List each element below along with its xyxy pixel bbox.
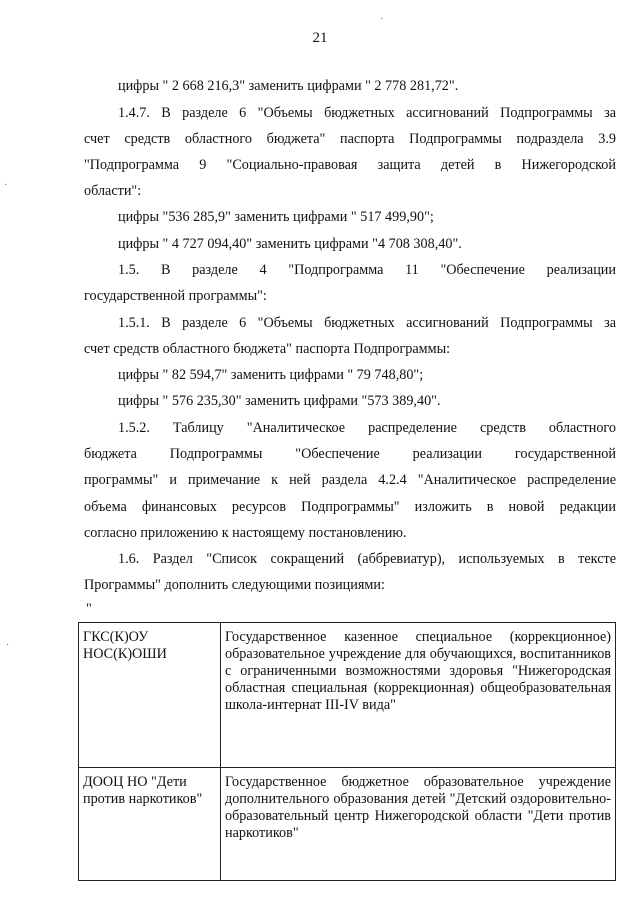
text-line: цифры "536 285,9" заменить цифрами " 517 499,90"; bbox=[118, 209, 434, 225]
scan-speck: · bbox=[6, 640, 10, 651]
text-line: 1.5.2. Таблицу "Аналитическое распределение средств областного bbox=[118, 420, 616, 436]
opening-quote-mark: " bbox=[86, 601, 92, 617]
text-line: бюджета Подпрограммы "Обеспечение реализации государственной bbox=[84, 446, 616, 462]
abbreviation-cell: ДООЦ НО "Дети против наркотиков" bbox=[79, 768, 221, 881]
text-line: 1.4.7. В разделе 6 "Объемы бюджетных ассигнований Подпрограммы за bbox=[118, 105, 616, 121]
text-line: счет средств областного бюджета" паспорта Подпрограммы подраздела 3.9 bbox=[84, 131, 616, 147]
text-line: 1.5. В разделе 4 "Подпрограмма 11 "Обеспечение реализации bbox=[118, 262, 616, 278]
page-number: 21 bbox=[312, 30, 328, 46]
text-line: области": bbox=[84, 183, 142, 199]
text-line: государственной программы": bbox=[84, 288, 267, 304]
text-line: цифры " 82 594,7" заменить цифрами " 79 748,80"; bbox=[118, 367, 424, 383]
text-line: согласно приложению к настоящему постановлению. bbox=[84, 525, 407, 541]
text-line: счет средств областного бюджета" паспорта Подпрограммы: bbox=[84, 341, 451, 357]
text-line: цифры " 4 727 094,40" заменить цифрами "4 708 308,40". bbox=[118, 236, 462, 252]
text-line: программы" и примечание к ней раздела 4.2.4 "Аналитическое распределение bbox=[84, 472, 616, 488]
text-line: 1.5.1. В разделе 6 "Объемы бюджетных ассигнований Подпрограммы за bbox=[118, 315, 616, 331]
abbreviation-cell: ГКС(К)ОУ НОС(К)ОШИ bbox=[79, 623, 221, 768]
scan-speck: · bbox=[380, 14, 384, 25]
text-line: объема финансовых ресурсов Подпрограммы" изложить в новой редакции bbox=[84, 499, 616, 515]
table-row bbox=[79, 623, 616, 768]
text-line: "Подпрограмма 9 "Социально-правовая защита детей в Нижегородской bbox=[84, 157, 616, 173]
text-line: Программы" дополнить следующими позициями: bbox=[84, 577, 385, 593]
scan-speck: · bbox=[4, 180, 8, 191]
table-row bbox=[79, 768, 616, 881]
text-line: цифры " 576 235,30" заменить цифрами "573 389,40". bbox=[118, 393, 441, 409]
text-line: цифры " 2 668 216,3" заменить цифрами " 2 778 281,72". bbox=[118, 78, 459, 94]
text-line: 1.6. Раздел "Список сокращений (аббревиатур), используемых в тексте bbox=[118, 551, 616, 567]
definition-cell: Государственное бюджетное образовательное учреждение дополнительного образования детей "Детский оздоровительно-образовательный центр Нижегородской области "Дети против наркотиков" bbox=[221, 768, 616, 881]
definition-cell: Государственное казенное специальное (коррекционное) образовательное учреждение для обучающихся, воспитанников с ограниченными возможностями здоровья "Нижегородская областная специальная (коррекционная) общеобразовательная школа-интернат III-IV вида" bbox=[221, 623, 616, 768]
abbreviations-table bbox=[78, 622, 616, 881]
